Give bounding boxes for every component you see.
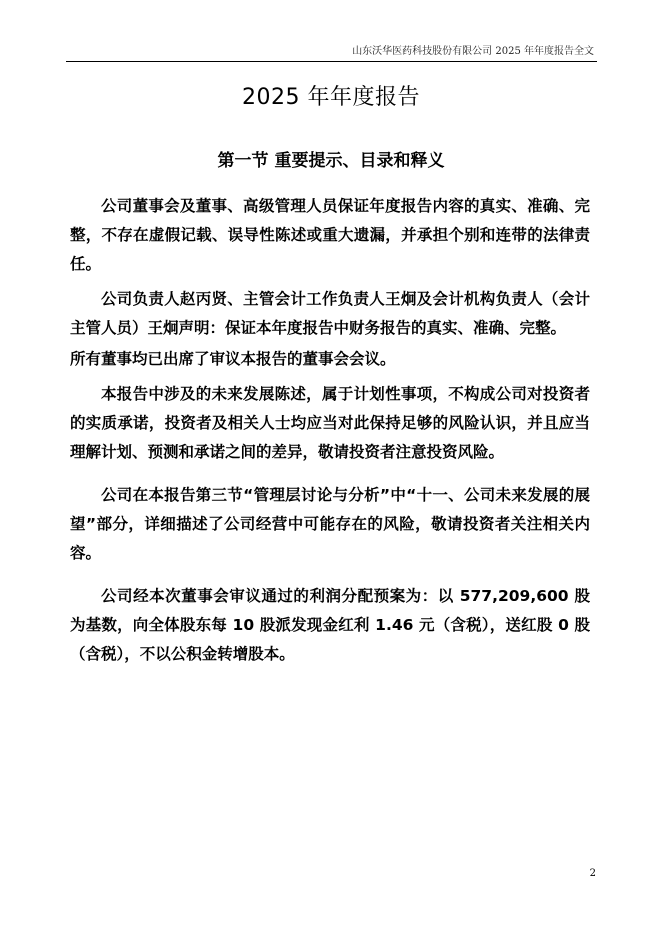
section-heading: 第一节 重要提示、目录和释义 (217, 151, 445, 171)
page-number: 2 (589, 868, 596, 879)
paragraph-risk-reference: 公司在本报告第三节“管理层讨论与分析”中“十一、公司未来发展的展望”部分，详细描述了公司经营中可能存在的风险，敬请投资者关注相关内容。 (70, 486, 590, 562)
paragraph-forward-looking: 本报告中涉及的未来发展陈述，属于计划性事项，不构成公司对投资者的实质承诺，投资者及相关人士均应当对此保持足够的风险认识，并且应当理解计划、预测和承诺之间的差异，敬请投资者注意投资风险。 (70, 385, 590, 461)
paragraph-board-guarantee: 公司董事会及董事、高级管理人员保证年度报告内容的真实、准确、完整，不存在虚假记载、误导性陈述或重大遗漏，并承担个别和连带的法律责任。 (70, 197, 590, 273)
paragraph-directors-attendance: 所有董事均已出席了审议本报告的董事会会议。 (70, 350, 396, 368)
header-divider (66, 61, 597, 62)
paragraph-profit-distribution: 公司经本次董事会审议通过的利润分配预案为：以 577,209,600 股为基数，向全体股东每 10 股派发现金红利 1.46 元（含税），送红股 0 股（含税），不以公积金转增股本。 (70, 587, 590, 663)
report-title: 2025 年年度报告 (242, 85, 420, 110)
running-header: 山东沃华医药科技股份有限公司 2025 年年度报告全文 (352, 46, 594, 57)
paragraph-responsible-persons: 公司负责人赵丙贤、主管会计工作负责人王炯及会计机构负责人（会计主管人员）王炯声明：保证本年度报告中财务报告的真实、准确、完整。 (70, 290, 590, 337)
document-body (70, 192, 590, 675)
